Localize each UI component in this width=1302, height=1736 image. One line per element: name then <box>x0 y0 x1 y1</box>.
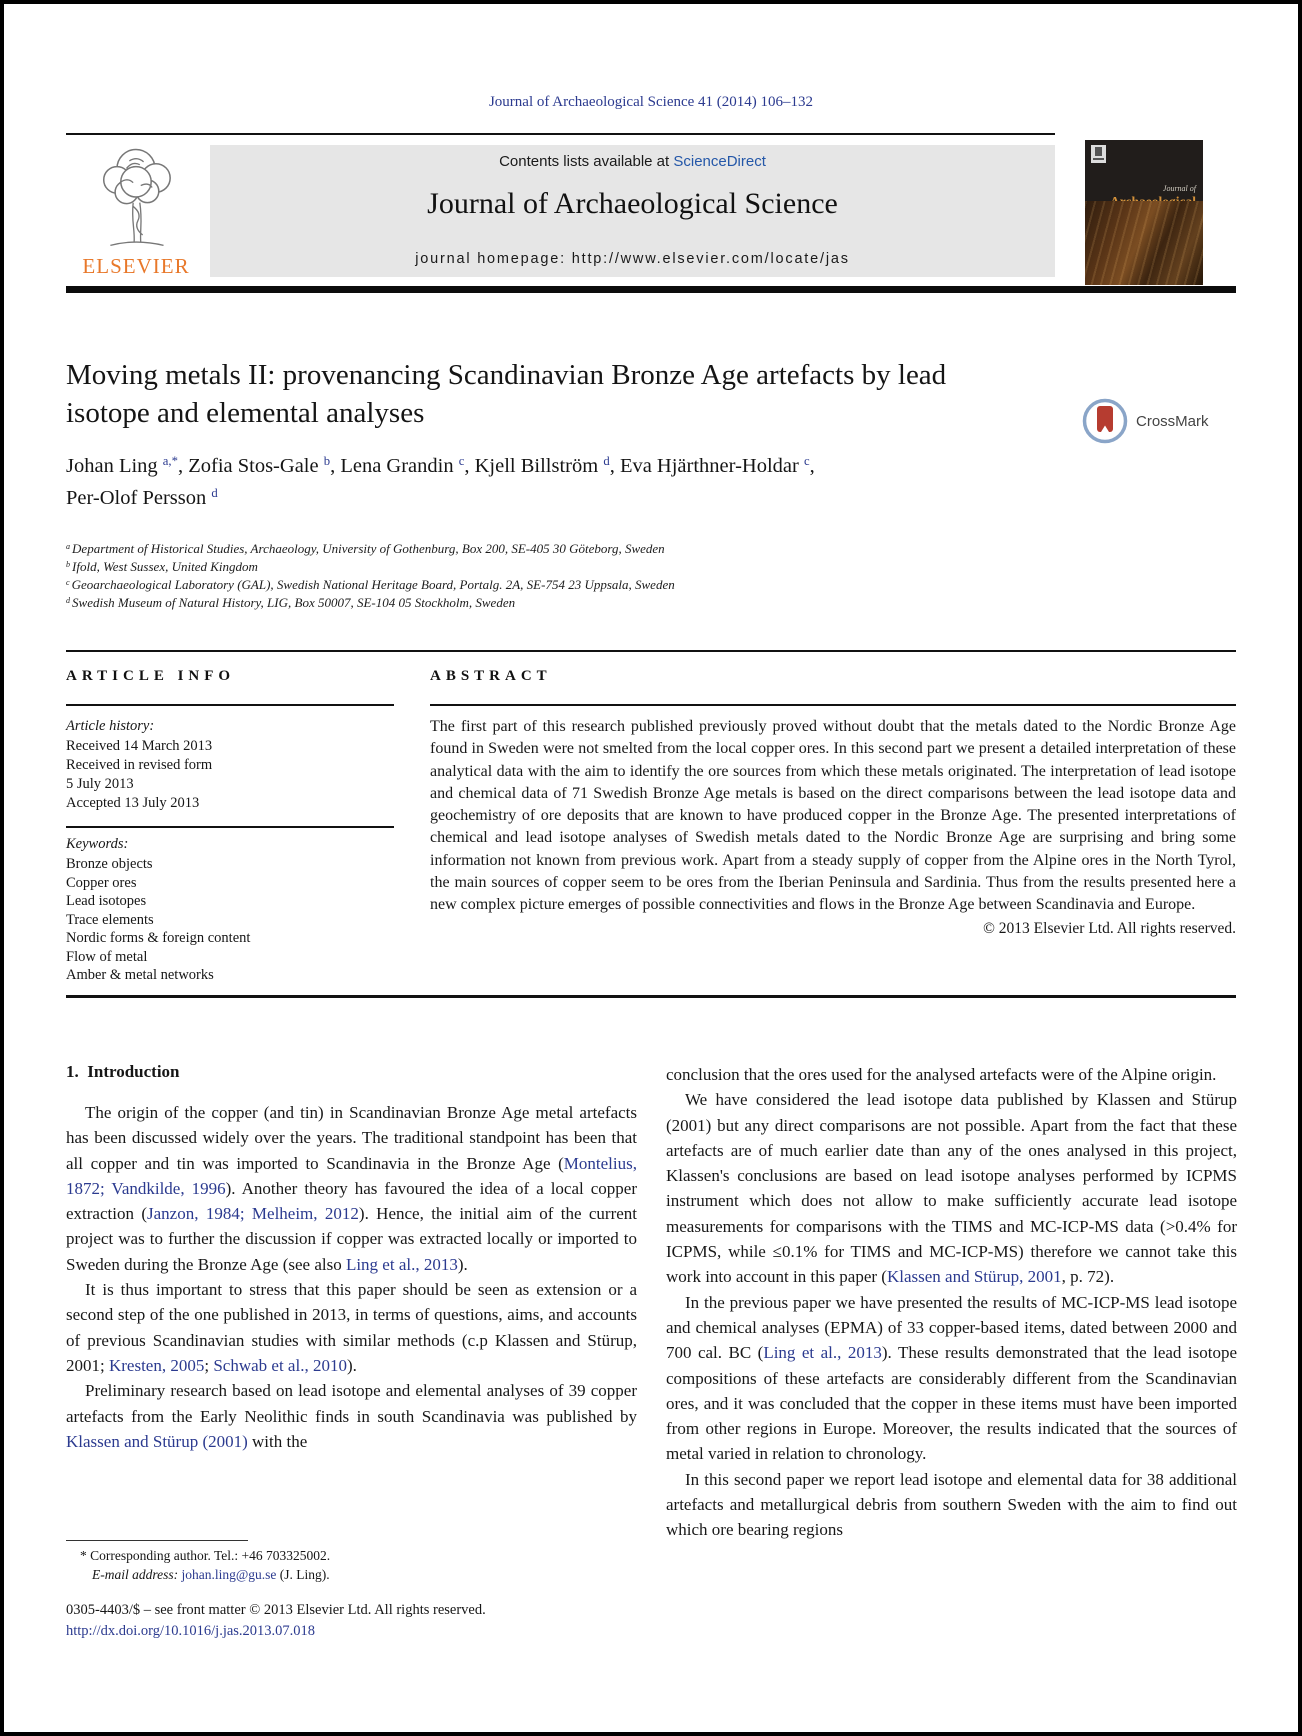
keywords-label: Keywords: <box>66 836 129 852</box>
cover-elsevier-icon <box>1091 145 1106 163</box>
citation-link[interactable]: Kresten, 2005 <box>108 1355 205 1375</box>
text-segment: with the <box>247 1431 308 1451</box>
journal-banner <box>210 145 1055 277</box>
journal-title: Journal of Archaeological Science <box>427 187 838 220</box>
text-segment: d <box>66 595 73 605</box>
citation-link[interactable]: b <box>323 454 331 469</box>
text-segment: The origin of the copper (and tin) in Scandinavian Bronze Age metal artefacts has been discussed widely over the years. The traditional standpoint has been that all copper and tin was imported to Scandinavia in the Bronze Age ( <box>66 1103 637 1173</box>
text-segment: conclusion that the ores used for the analysed artefacts were of the Alpine origin. <box>666 1065 1217 1084</box>
citation-link[interactable]: Klassen and Stürup, 2001 <box>886 1267 1062 1287</box>
sciencedirect-link[interactable]: ScienceDirect <box>673 153 766 170</box>
affiliation-b <box>66 559 1066 575</box>
keyword: Lead isotopes <box>66 893 147 909</box>
keyword: Amber & metal networks <box>66 967 214 983</box>
history-line: Accepted 13 July 2013 <box>66 795 200 811</box>
citation-link[interactable]: a,* <box>162 454 178 469</box>
text-segment: a <box>66 541 73 551</box>
text-segment: Geoarchaeological Laboratory (GAL), Swedish National Heritage Board, Portalg. 2A, SE-754 23 Uppsala, Sweden <box>71 577 675 592</box>
crossmark-badge[interactable] <box>1082 398 1242 446</box>
citation-link[interactable]: d <box>603 454 610 469</box>
citation-link[interactable]: Klassen and Stürup (2001) <box>66 1431 248 1451</box>
keyword: Nordic forms & foreign content <box>66 930 251 946</box>
cover-image <box>1085 201 1203 285</box>
history-line: Received in revised form <box>66 757 213 773</box>
keywords-list <box>66 855 396 985</box>
authors-line-1 <box>66 455 1066 478</box>
elsevier-logo <box>66 140 206 282</box>
text-segment: ). Hence, the initial aim of the current project was to further the discussion if copper was extracted locally or imported to Sweden during the Bronze Age (see also <box>66 1204 638 1274</box>
journal-homepage-link[interactable]: journal homepage: http://www.elsevier.com/locate/jas <box>415 251 850 267</box>
text-segment: In this second paper we report lead isotope and elemental data for 38 additional artefacts and metallurgical debris from southern Sweden with the aim to find out which ore bearing regions <box>666 1469 1237 1540</box>
text-segment: ). <box>346 1355 357 1375</box>
affiliation-d <box>66 595 1066 611</box>
header-bottom-rule <box>66 286 1236 293</box>
text-segment: c <box>66 577 72 587</box>
paragraph <box>666 1467 1237 1543</box>
abstract-heading: ABSTRACT <box>430 668 552 684</box>
citation-link[interactable]: Schwab et al., 2010 <box>213 1355 347 1375</box>
text-segment: b <box>66 559 73 569</box>
text-segment: Per-Olof Persson <box>66 487 212 509</box>
affiliation-c <box>66 577 1066 593</box>
issn-copyright-line: 0305-4403/$ – see front matter © 2013 Elsevier Ltd. All rights reserved. <box>66 1602 486 1618</box>
text-segment: We have considered the lead isotope data published by Klassen and Stürup (2001) but any direct comparisons are not possible. Apart from the fact that these artefacts are of much earlier date than any of the ones analysed in this project, Klassen's conclusions are based on lead isotope analyses performed by ICPMS instrument which does not allow to make sufficiently accurate lead isotope measurements for comparisons with the TIMS and MC-ICP-MS data (>0.4% for ICPMS, while ≤0.1% for TIMS and MC-ICP-MS) therefore we cannot take this work into account in this paper ( <box>666 1090 1237 1287</box>
authors-line-2 <box>66 487 1066 510</box>
article-info-divider-rule <box>66 826 394 828</box>
header-top-rule <box>66 133 1055 135</box>
meta-bottom-rule <box>66 995 1236 998</box>
journal-ref: Journal of Archaeological Science 41 (2014) 106–132 <box>488 94 814 110</box>
paragraph <box>66 1100 637 1277</box>
text-segment: E-mail address: <box>92 1567 182 1582</box>
corresponding-author-note: * Corresponding author. Tel.: +46 703325002. <box>80 1548 331 1563</box>
text-segment: ; <box>204 1355 214 1375</box>
crossmark-icon <box>1082 398 1128 444</box>
paragraph <box>66 1277 637 1378</box>
text-segment: It is thus important to stress that this paper should be seen as extension or a second step of the one published in 2013, in terms of questions, aims, and accounts of previous Scandinavian studies with similar methods (c.p Klassen and Stürup, 2001; <box>66 1280 637 1375</box>
citation-link[interactable]: c <box>458 454 465 469</box>
contents-prefix: Contents lists available at <box>499 153 674 170</box>
text-segment: Johan Ling <box>66 455 163 477</box>
contents-line <box>210 153 1055 170</box>
text-segment: , p. 72). <box>1061 1267 1115 1287</box>
paragraph <box>666 1290 1237 1467</box>
text-segment: , Kjell Billström <box>464 455 604 477</box>
abstract-heading-rule <box>430 704 1236 706</box>
body-column-right <box>666 1062 1237 1543</box>
keyword: Copper ores <box>66 874 137 891</box>
history-line: 5 July 2013 <box>66 776 134 792</box>
footnote-rule <box>66 1540 248 1541</box>
text-segment: Department of Historical Studies, Archaeology, University of Gothenburg, Box 200, SE-405 30 Göteborg, Sweden <box>72 541 665 556</box>
citation-link[interactable]: Ling et al., 2013 <box>763 1343 882 1363</box>
text-segment: , <box>809 455 815 477</box>
crossmark-label: CrossMark <box>1136 412 1209 430</box>
article-title: Moving metals II: provenancing Scandinavian Bronze Age artefacts by lead isotope and elemental analyses <box>66 359 947 429</box>
body-column-left <box>66 1100 637 1454</box>
citation-link[interactable]: Janzon, 1984; Melheim, 2012 <box>147 1204 359 1224</box>
text-segment: Preliminary research based on lead isotope and elemental analyses of 39 copper artefacts from the Early Neolithic finds in south Scandinavia was published by <box>66 1381 637 1426</box>
elsevier-tree-icon <box>82 140 190 252</box>
meta-top-rule <box>66 650 1236 652</box>
text-segment: Ifold, West Sussex, United Kingdom <box>72 559 258 574</box>
abstract-copyright: © 2013 Elsevier Ltd. All rights reserved. <box>983 919 1236 937</box>
text-segment: ). <box>457 1254 468 1274</box>
abstract-text: The first part of this research published previously proved without doubt that the metals dated to the Nordic Bronze Age found in Sweden were not smelted from the local copper ores. In this second part we present a detailed interpretation of these analytical data with the aim to identify the ore sources from which these metals originated. The interpretation of lead isotope and chemical data of 71 Swedish Bronze Age metals is based on the direct comparisons between the lead isotope data and geochemistry of ore deposits that are known to have produced copper in the Bronze Age. The presented interpretations of chemical and lead isotope analyses of Swedish metals dated to the Nordic Bronze Age are surprising and bring some information not known from previous work. Apart from a steady supply of copper from the Alpine ores in the North Tyrol, the main sources of copper seem to be ores from the Iberian Peninsula and Sardinia. Thus from the results presented here a new complex picture emerges of possible connectivities and flows in the Bronze Age between Scandinavia and Europe. <box>430 718 1236 914</box>
text-segment: , Eva Hjärthner-Holdar <box>609 455 804 477</box>
section-heading-introduction: 1. Introduction <box>66 1062 180 1081</box>
citation-link[interactable]: Ling et al., 2013 <box>345 1254 458 1274</box>
article-info-heading-rule <box>66 704 394 706</box>
elsevier-wordmark: ELSEVIER <box>82 254 190 278</box>
history-line: Received 14 March 2013 <box>66 738 213 754</box>
paragraph <box>666 1062 1237 1087</box>
keyword: Bronze objects <box>66 856 153 872</box>
text-segment: In the previous paper we have presented the results of MC-ICP-MS lead isotope and chemical analyses (EPMA) of 33 copper-based items, dated between 2000 and 700 cal. BC ( <box>666 1292 1237 1363</box>
email-note <box>92 1567 652 1583</box>
citation-link[interactable]: Montelius, 1872; Vandkilde, 1996 <box>66 1153 637 1198</box>
article-history-label: Article history: <box>66 718 155 734</box>
article-history-list <box>66 737 396 813</box>
citation-link[interactable]: johan.ling@gu.se <box>181 1567 277 1582</box>
text-segment: , Zofia Stos-Gale <box>177 455 324 477</box>
text-segment: (J. Ling). <box>276 1567 330 1582</box>
keyword: Trace elements <box>66 911 154 928</box>
text-segment: , Lena Grandin <box>330 455 459 477</box>
affiliation-a <box>66 541 1066 557</box>
paragraph <box>666 1087 1237 1289</box>
article-info-heading: ARTICLE INFO <box>66 668 236 684</box>
text-segment: ). Another theory has favoured the idea of a local copper extraction ( <box>66 1178 637 1224</box>
paragraph <box>66 1378 637 1454</box>
keyword: Flow of metal <box>66 948 148 965</box>
cover-journal-of: Journal of <box>1162 184 1196 193</box>
text-segment: Swedish Museum of Natural History, LIG, Box 50007, SE-104 05 Stockholm, Sweden <box>72 595 516 610</box>
doi-link[interactable]: http://dx.doi.org/10.1016/j.jas.2013.07.018 <box>66 1623 316 1639</box>
citation-link[interactable]: c <box>803 454 810 469</box>
text-segment: ). These results demonstrated that the lead isotope compositions of these artefacts are considerably different from the Scandinavian ores, and it was concluded that the copper in these items must have been imported from other regions in Europe. Moreover, the results indicated that the sources of metal varied in relation to chronology. <box>666 1343 1237 1464</box>
journal-cover-thumbnail <box>1085 140 1203 285</box>
citation-link[interactable]: d <box>211 486 218 501</box>
abstract-block <box>430 716 1236 938</box>
